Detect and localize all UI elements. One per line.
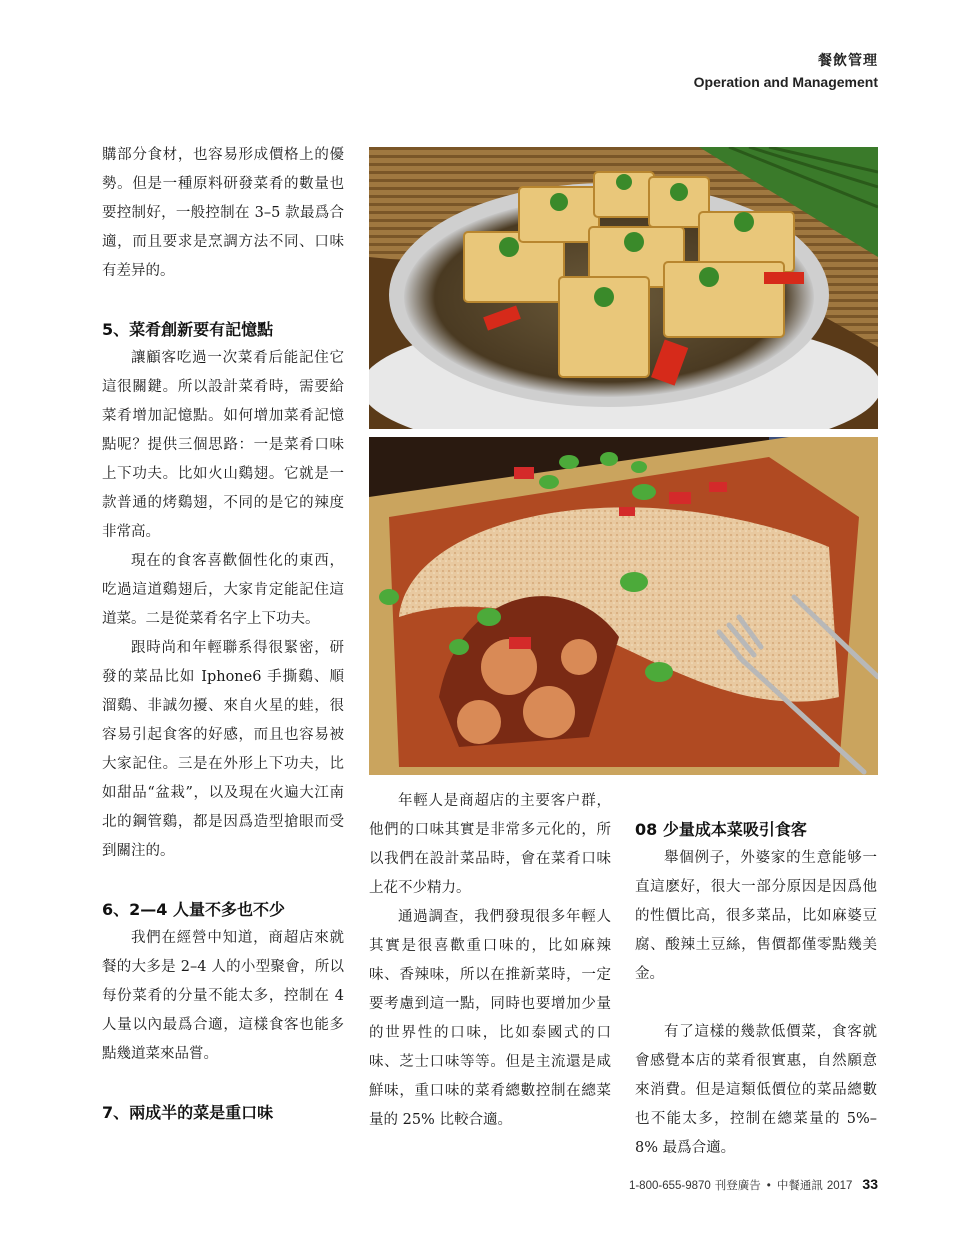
footer-year: 2017 (826, 1180, 853, 1192)
photo-ribs-dish (369, 437, 878, 775)
paragraph-8a: 舉個例子，外婆家的生意能够一直這麽好，很大一部分原因是因爲他的性價比高，很多菜品，比如麻婆豆腐、酸辣土豆絲，售價都僅零點幾美金。 (635, 850, 877, 982)
footer-advertise: 刊登廣告 (714, 1180, 761, 1192)
section-title-en: Operation and Management (693, 74, 878, 90)
photo-tofu-dish (369, 147, 878, 429)
paragraph-6: 我們在經營中知道，商超店來就餐的大多是 2–4 人的小型聚會，所以每份菜肴的分量不能太多，控制在 4 人量以內最爲合適，這樣食客也能多點幾道菜來品嘗。 (102, 930, 344, 1062)
heading-section-8: 08 少量成本菜吸引食客 (635, 820, 807, 839)
paragraph-7b: 通過調查，我們發現很多年輕人其實是很喜歡重口味的，比如麻辣味、香辣味，所以在推新菜時，一定要考慮到這一點，同時也要增加少量的世界性的口味，比如泰國式的口味、芝士口味等等。但是主流還是咸鮮味，重口味的菜肴總數控制在總菜量的 25% 比較合適。 (369, 909, 611, 1128)
paragraph-7a: 年輕人是商超店的主要客户群，他們的口味其實是非常多元化的，所以我們在設計菜品時，會在菜肴口味上花不少精力。 (369, 793, 611, 896)
paragraph-8b: 有了這樣的幾款低價菜，食客就會感覺本店的菜肴很實惠，自然願意來消費。但是這類低價位的菜品總數也不能太多，控制在總菜量的 5%–8% 最爲合適。 (635, 1024, 877, 1156)
footer-magazine: 中餐通訊 (776, 1180, 823, 1192)
column-left (102, 141, 344, 1127)
heading-section-7: 7、兩成半的菜是重口味 (102, 1103, 274, 1122)
page-header (694, 50, 878, 90)
paragraph-continued: 購部分食材，也容易形成價格上的優勢。但是一種原料研發菜肴的數量也要控制好，一般控制在 3–5 款最爲合適，而且要求是烹調方法不同、口味有差异的。 (102, 147, 344, 279)
heading-section-5: 5、菜肴創新要有記憶點 (102, 320, 274, 339)
column-middle (369, 787, 611, 1135)
heading-section-6: 6、2—4 人量不多也不少 (102, 900, 285, 919)
page-number: 33 (862, 1176, 878, 1192)
footer-separator: • (766, 1180, 771, 1192)
page-footer (629, 1176, 878, 1193)
column-right (635, 815, 877, 1163)
footer-phone: 1-800-655-9870 (628, 1180, 711, 1192)
paragraph-5c: 跟時尚和年輕聯系得很緊密，研發的菜品比如 Iphone6 手撕鷄、順溜鷄、非誠勿擾、來自火星的蛙，很容易引起食客的好感，而且也容易被大家記住。三是在外形上下功夫，比如甜品“盆栽”，以及現在火遍大江南北的鋼管鷄，都是因爲造型搶眼而受到關注的。 (102, 640, 344, 859)
section-title-zh: 餐飲管理 (818, 53, 878, 69)
paragraph-5a: 讓顧客吃過一次菜肴后能記住它這很關鍵。所以設計菜肴時，需要給菜肴增加記憶點。如何增加菜肴記憶點呢？提供三個思路：一是菜肴口味上下功夫。比如火山鷄翅。它就是一款普通的烤鷄翅，不同的是它的辣度非常高。 (102, 350, 344, 540)
paragraph-5b: 現在的食客喜歡個性化的東西，吃過這道鷄翅后，大家肯定能記住這道菜。二是從菜肴名字上下功夫。 (102, 553, 344, 627)
